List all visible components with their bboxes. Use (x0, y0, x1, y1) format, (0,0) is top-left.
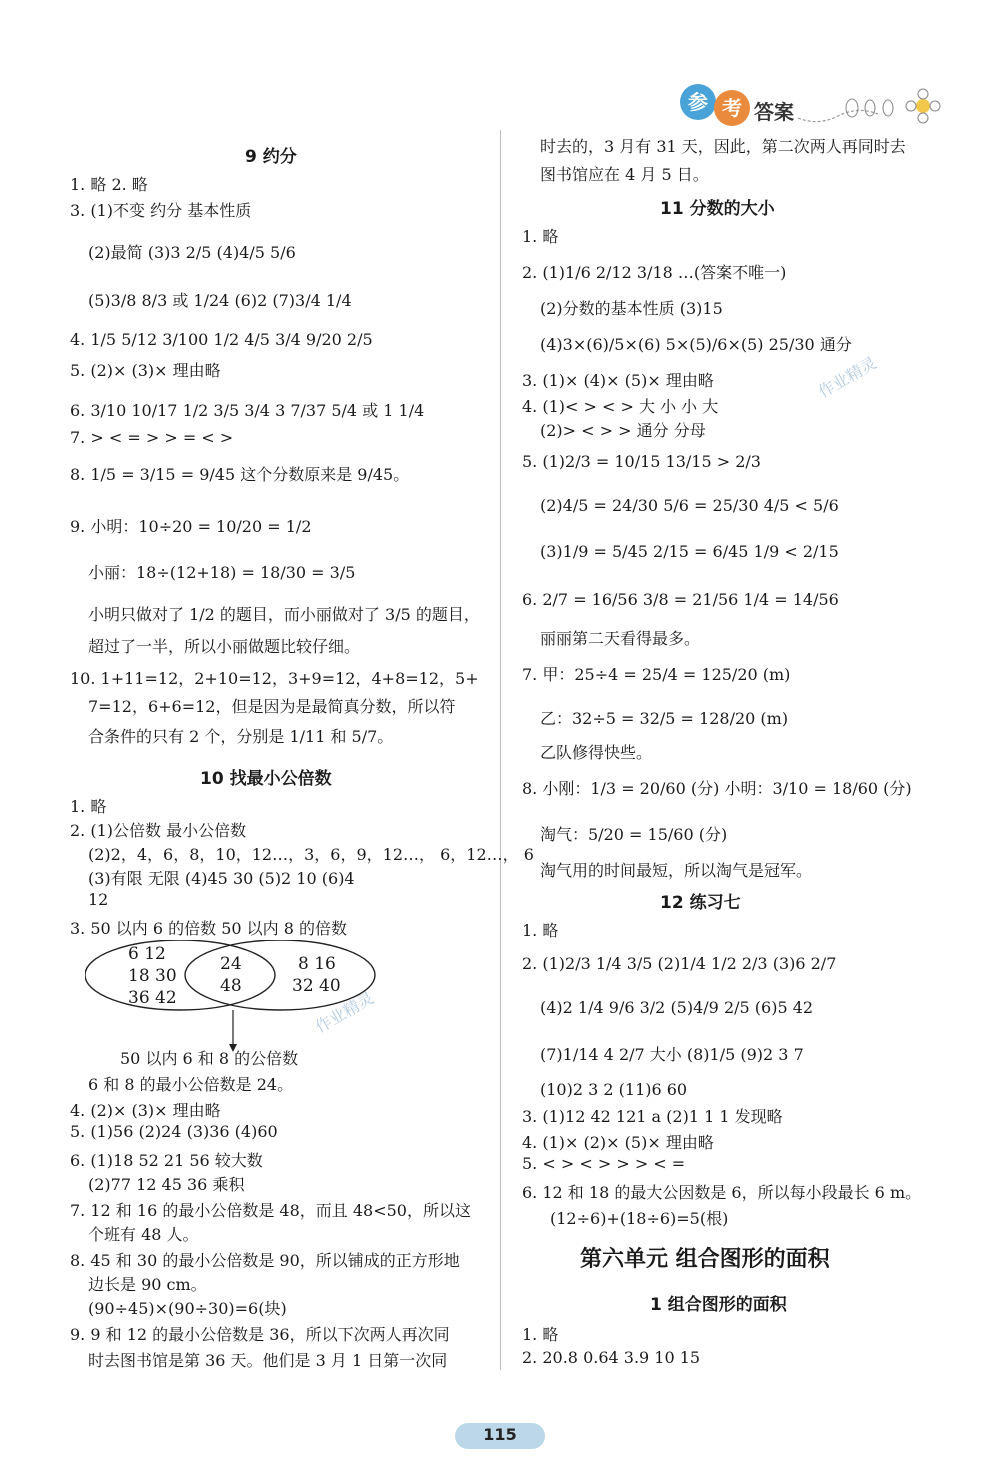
venn-left-row: 36 42 (128, 988, 177, 1008)
venn-right-row: 8 16 (298, 954, 336, 974)
answer-line: (2)77 12 45 36 乘积 (88, 1175, 245, 1194)
answer-line: 6. 2/7 = 16/56 3/8 = 21/56 1/4 = 14/56 (522, 590, 839, 609)
section-title-9: 9 约分 (245, 147, 297, 167)
answer-line: 边长是 90 cm。 (88, 1275, 207, 1294)
unit6-title: 第六单元 组合图形的面积 (580, 1247, 830, 1272)
answer-line: (90÷45)×(90÷30)=6(块) (88, 1299, 287, 1318)
answer-line: 4. (2)× (3)× 理由略 (70, 1101, 221, 1120)
answer-line: (5)3/8 8/3 或 1/24 (6)2 (7)3/4 1/4 (88, 291, 352, 310)
answer-line: 3. (1)12 42 121 a (2)1 1 1 发现略 (522, 1107, 783, 1126)
watermark: 作业精灵 (312, 988, 377, 1037)
answer-line: 12 (88, 890, 109, 909)
answer-line: 2. (1)公倍数 最小公倍数 (70, 821, 247, 840)
answer-line: 7. > < = > > = < > (70, 428, 234, 447)
answer-line: (12÷6)+(18÷6)=5(根) (550, 1209, 729, 1228)
answer-line: 9. 小明：10÷20 = 10/20 = 1/2 (70, 517, 312, 536)
badge-can: 参 (680, 84, 716, 120)
answer-line: 淘气用的时间最短，所以淘气是冠军。 (540, 861, 813, 880)
answer-line: 2. (1)1/6 2/12 3/18 …(答案不唯一) (522, 263, 787, 282)
header-title: 答案 (754, 100, 794, 124)
section-title-unit6-1: 1 组合图形的面积 (650, 1295, 787, 1315)
badge-kao: 考 (714, 90, 750, 126)
answer-line: 4. (1)< > < > 大 小 小 大 (522, 397, 719, 416)
answer-line: 时去的，3 月有 31 天，因此，第二次两人再同时去 (540, 137, 906, 156)
answer-line: (4)2 1/4 9/6 3/2 (5)4/9 2/5 (6)5 42 (540, 998, 814, 1017)
answer-line: 3. (1)× (4)× (5)× 理由略 (522, 371, 714, 390)
answer-line: 小丽：18÷(12+18) = 18/30 = 3/5 (88, 563, 356, 582)
answer-line: 7=12，6+6=12，但是因为是最简真分数，所以符 (88, 697, 456, 716)
answer-line: (3)1/9 = 5/45 2/15 = 6/45 1/9 < 2/15 (540, 542, 839, 561)
answer-line: 5. (1)2/3 = 10/15 13/15 > 2/3 (522, 452, 761, 471)
answer-line: 图书馆应在 4 月 5 日。 (540, 165, 709, 184)
answer-line: 时去图书馆是第 36 天。他们是 3 月 1 日第一次同 (88, 1351, 448, 1370)
answer-line: 8. 45 和 30 的最小公倍数是 90，所以铺成的正方形地 (70, 1251, 460, 1270)
answer-line: 8. 小刚：1/3 = 20/60 (分) 小明：3/10 = 18/60 (分) (522, 779, 912, 798)
answer-header (680, 80, 950, 130)
venn-right-row: 32 40 (292, 976, 341, 996)
answer-line: 淘气：5/20 = 15/60 (分) (540, 825, 728, 844)
answer-line: 5. (1)56 (2)24 (3)36 (4)60 (70, 1122, 278, 1141)
answer-line: (2)4/5 = 24/30 5/6 = 25/30 4/5 < 5/6 (540, 496, 839, 515)
answer-line: 1. 略 2. 略 (70, 175, 148, 194)
watermark: 作业精灵 (815, 353, 880, 402)
answer-line: (7)1/14 4 2/7 大小 (8)1/5 (9)2 3 7 (540, 1045, 804, 1064)
answer-line: 超过了一半，所以小丽做题比较仔细。 (88, 637, 361, 656)
answer-line: 1. 略 (522, 227, 559, 246)
section-title-12: 12 练习七 (660, 893, 741, 913)
answer-line: 个班有 48 人。 (88, 1225, 199, 1244)
answer-line: 乙：32÷5 = 32/5 = 128/20 (m) (540, 709, 789, 728)
answer-line: 4. (1)× (2)× (5)× 理由略 (522, 1133, 714, 1152)
answer-line: (2)> < > > 通分 分母 (540, 421, 706, 440)
answer-line: 3. 50 以内 6 的倍数 50 以内 8 的倍数 (70, 919, 348, 938)
answer-line: 6. 12 和 18 的最大公因数是 6，所以每小段最长 6 m。 (522, 1183, 922, 1202)
answer-line: 4. 1/5 5/12 3/100 1/2 4/5 3/4 9/20 2/5 (70, 330, 373, 349)
venn-set-6 (85, 940, 275, 1010)
answer-line: (2)2，4，6，8，10，12…，3，6，9，12…， 6，12…， 6 (88, 845, 534, 864)
venn-left-row: 18 30 (128, 966, 177, 986)
answer-line: 2. 20.8 0.64 3.9 10 15 (522, 1348, 701, 1367)
answer-line: 丽丽第二天看得最多。 (540, 629, 701, 648)
venn-mid-row: 48 (220, 976, 242, 996)
answer-line: 1. 略 (522, 1325, 559, 1344)
answer-line: 5. (2)× (3)× 理由略 (70, 361, 221, 380)
answer-line: 6 和 8 的最小公倍数是 24。 (88, 1075, 294, 1094)
answer-line: 合条件的只有 2 个，分别是 1/11 和 5/7。 (88, 727, 394, 746)
answer-line: 乙队修得快些。 (540, 743, 653, 762)
answer-line: (10)2 3 2 (11)6 60 (540, 1080, 688, 1099)
page-number: 115 (483, 1425, 517, 1444)
answer-line: (2)分数的基本性质 (3)15 (540, 299, 723, 318)
answer-line: 1. 略 (70, 797, 107, 816)
answer-line: 3. (1)不变 约分 基本性质 (70, 201, 252, 220)
answer-line: 5. < > < > > > < = (522, 1154, 686, 1173)
answer-line: 10. 1+11=12，2+10=12，3+9=12，4+8=12，5+ (70, 669, 479, 688)
answer-line: (3)有限 无限 (4)45 30 (5)2 10 (6)4 (88, 869, 355, 888)
answer-line: 7. 甲：25÷4 = 25/4 = 125/20 (m) (522, 665, 791, 684)
section-title-10: 10 找最小公倍数 (200, 769, 332, 789)
answer-line: 6. 3/10 10/17 1/2 3/5 3/4 3 7/37 5/4 或 1 1/4 (70, 401, 425, 420)
answer-line: 6. (1)18 52 21 56 较大数 (70, 1151, 263, 1170)
answer-line: (2)最简 (3)3 2/5 (4)4/5 5/6 (88, 243, 296, 262)
section-title-11: 11 分数的大小 (660, 199, 775, 219)
column-divider (500, 130, 501, 1370)
answer-line: 7. 12 和 16 的最小公倍数是 48，而且 48<50，所以这 (70, 1201, 471, 1220)
answer-line: 2. (1)2/3 1/4 3/5 (2)1/4 1/2 2/3 (3)6 2/7 (522, 954, 837, 973)
answer-line: 小明只做对了 1/2 的题目，而小丽做对了 3/5 的题目， (88, 605, 480, 624)
answer-line: 1. 略 (522, 921, 559, 940)
answer-line: (4)3×(6)/5×(6) 5×(5)/6×(5) 25/30 通分 (540, 335, 852, 354)
flower-decoration-icon (798, 88, 948, 128)
venn-mid-row: 24 (220, 954, 242, 974)
venn-caption: 50 以内 6 和 8 的公倍数 (120, 1049, 299, 1068)
venn-left-row: 6 12 (128, 944, 166, 964)
answer-line: 8. 1/5 = 3/15 = 9/45 这个分数原来是 9/45。 (70, 465, 410, 484)
answer-line: 9. 9 和 12 的最小公倍数是 36，所以下次两人再次同 (70, 1325, 450, 1344)
